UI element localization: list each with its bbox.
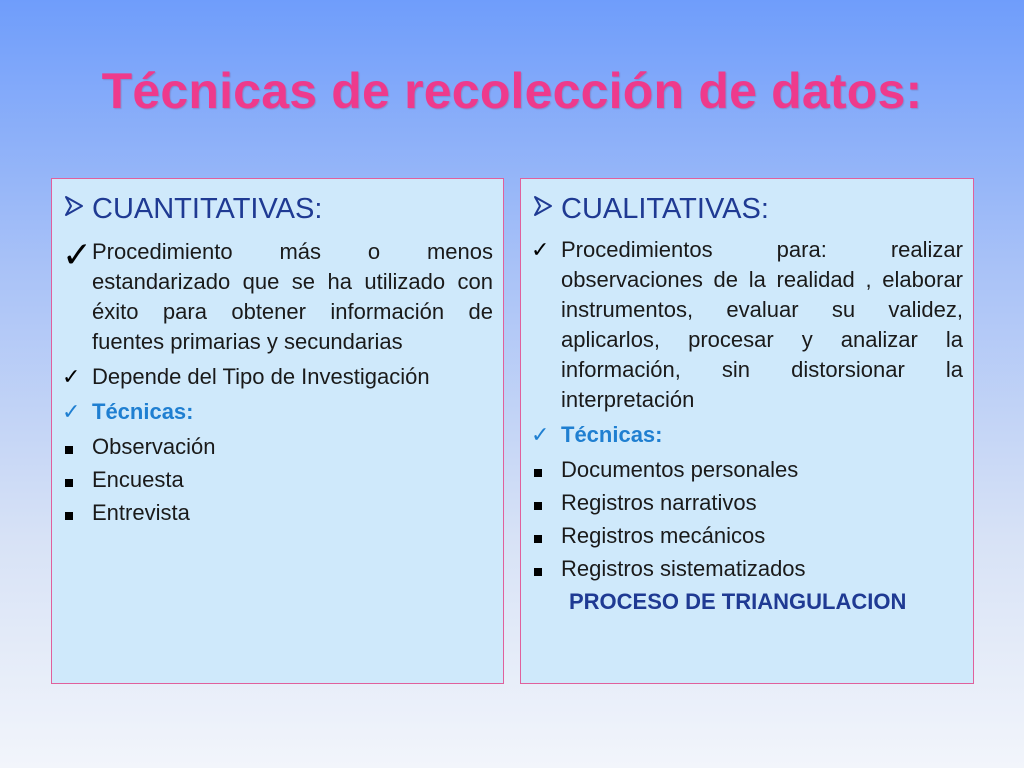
list-item [62, 432, 493, 462]
list-item-text: Procedimiento más o menos estandarizado que se ha utilizado con éxito para obtener información de fuentes primarias y secundarias [92, 239, 493, 354]
proceso-triangulacion-text: PROCESO DE TRIANGULACION [569, 589, 907, 614]
square-icon [531, 455, 561, 485]
square-icon [62, 432, 92, 462]
list-item [62, 397, 493, 427]
check-icon: ✓ [531, 237, 550, 262]
list-item-text: Procedimientos para: realizar observaciones de la realidad , elaborar instrumentos, evaluar su validez, aplicarlos, procesar y analizar la información, sin distorsionar la interpretación [561, 237, 963, 412]
list-item [531, 554, 963, 584]
list-item-text: Registros sistematizados [561, 556, 806, 581]
square-icon [62, 498, 92, 528]
square-icon [531, 554, 561, 584]
cualitativas-heading-text: CUALITATIVAS: [561, 193, 769, 225]
list-item-text: Observación [92, 434, 216, 459]
list-item [531, 455, 963, 485]
cuantitativas-box [51, 178, 504, 684]
check-icon: ✓ [62, 399, 81, 424]
cualitativas-box [520, 178, 974, 684]
list-item [62, 498, 493, 528]
cuantitativas-heading [62, 191, 493, 227]
square-icon [62, 465, 92, 495]
list-item-text: Depende del Tipo de Investigación [92, 364, 430, 389]
list-item [531, 488, 963, 518]
list-item-text: Registros narrativos [561, 490, 757, 515]
list-item [62, 235, 493, 357]
list-item [62, 362, 493, 392]
check-icon: ✓ [531, 422, 550, 447]
check-icon: ✓ [62, 234, 93, 275]
slide-title: Técnicas de recolección de datos: [101, 63, 923, 119]
arrow-bullet-icon [531, 191, 561, 227]
cualitativas-heading [531, 191, 963, 227]
square-icon [531, 521, 561, 551]
list-item [531, 235, 963, 415]
tecnicas-label: Técnicas: [92, 399, 194, 424]
list-item [531, 420, 963, 450]
tecnicas-label: Técnicas: [561, 422, 663, 447]
list-item [62, 465, 493, 495]
check-icon: ✓ [62, 364, 81, 389]
list-item-text: Encuesta [92, 467, 184, 492]
list-item-text: Documentos personales [561, 457, 799, 482]
list-item-text: Entrevista [92, 500, 190, 525]
square-icon [531, 488, 561, 518]
arrow-bullet-icon [62, 191, 92, 227]
list-item [531, 521, 963, 551]
cuantitativas-heading-text: CUANTITATIVAS: [92, 193, 323, 225]
list-item-text: Registros mecánicos [561, 523, 766, 548]
